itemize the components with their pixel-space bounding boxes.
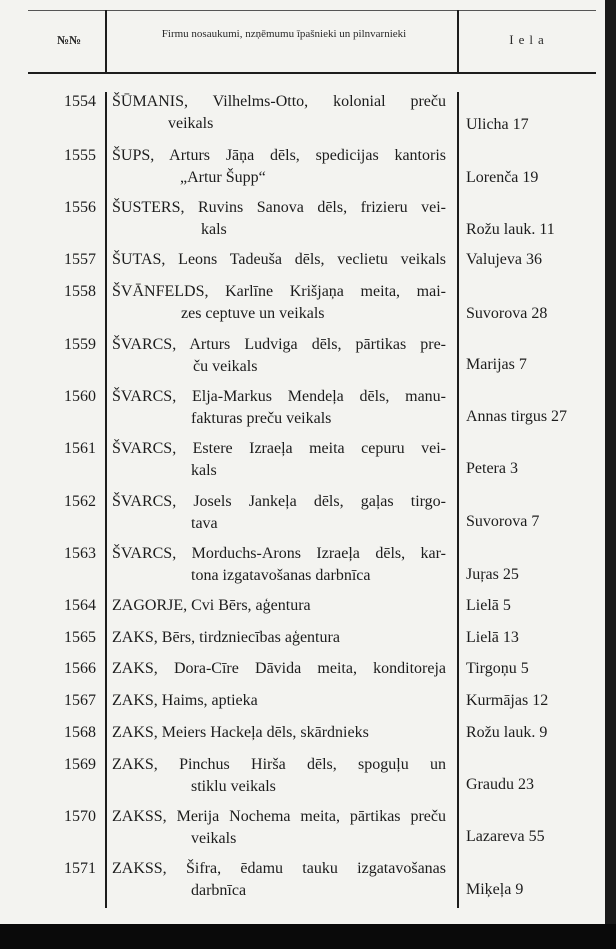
entry-firm — [112, 754, 446, 798]
scan-edge-bottom — [0, 924, 616, 949]
entry-firm — [112, 543, 446, 587]
firm-line-2: darbnīca — [191, 882, 247, 899]
entry-firm — [112, 627, 446, 649]
firm-line-1: ŠVĀNFELDS, Karlīne Krišjaņa meita, mai- — [112, 283, 446, 300]
entry-street: Suvorova 7 — [466, 513, 540, 530]
entry-number: 1561 — [64, 440, 96, 457]
entry-firm — [112, 722, 446, 744]
header-divider-right — [457, 10, 459, 72]
entry-street: Lazareva 55 — [466, 828, 545, 845]
firm-line-1: ZAKSS, Merija Nochema meita, pārtikas preču — [112, 808, 446, 825]
firm-line-2: stiklu veikals — [191, 778, 276, 795]
header-firm-column: Firmu nosaukumi, nzņēmumu īpašnieki un pilnvarnieki — [161, 28, 407, 40]
entry-street: Juŗas 25 — [466, 566, 519, 583]
entry-number: 1555 — [64, 147, 96, 164]
firm-line-2: zes ceptuve un veikals — [181, 305, 325, 322]
firm-line-2: „Artur Šupp“ — [180, 169, 266, 186]
column-divider-number — [105, 92, 107, 908]
entry-firm — [112, 438, 446, 482]
entry-firm — [112, 690, 446, 712]
scan-edge-right — [605, 0, 616, 949]
entry-firm — [112, 281, 446, 325]
entry-street: Valujeva 36 — [466, 251, 542, 268]
firm-line-2: veikals — [191, 830, 237, 847]
firm-line-1: ZAGORJE, Cvi Bērs, aģentura — [112, 597, 311, 614]
header-number-column: №№ — [56, 33, 82, 47]
entry-number: 1570 — [64, 808, 96, 825]
firm-line-2: fakturas preču veikals — [191, 410, 332, 427]
entry-number: 1571 — [64, 860, 96, 877]
entry-number: 1556 — [64, 199, 96, 216]
firm-line-2: ču veikals — [193, 358, 258, 375]
entry-street: Annas tirgus 27 — [466, 408, 568, 425]
entry-firm — [112, 145, 446, 189]
header-street-column: Iela — [509, 32, 549, 47]
entry-number: 1559 — [64, 336, 96, 353]
entry-street: Graudu 23 — [466, 776, 534, 793]
column-divider-street — [457, 92, 459, 908]
firm-line-1: ŠVARCS, Estere Izraeļa meita cepuru vei- — [112, 440, 446, 457]
entry-number: 1566 — [64, 660, 96, 677]
entry-street: Lorenča 19 — [466, 169, 539, 186]
entry-firm — [112, 858, 446, 902]
firm-line-2: tona izgatavošanas darbnīca — [191, 567, 371, 584]
firm-line-1: ZAKS, Pinchus Hirša dēls, spoguļu un — [112, 756, 446, 773]
entry-street: Marijas 7 — [466, 356, 527, 373]
firm-line-1: ŠVARCS, Arturs Ludviga dēls, pārtikas pre- — [112, 336, 446, 353]
firm-line-1: ŠUSTERS, Ruvins Sanova dēls, frizieru vei- — [112, 199, 446, 216]
entry-street: Ulicha 17 — [466, 116, 529, 133]
firm-line-2: veikals — [168, 115, 214, 132]
entry-firm — [112, 806, 446, 850]
entry-firm — [112, 491, 446, 535]
entry-firm — [112, 91, 446, 135]
entry-number: 1565 — [64, 629, 96, 646]
entry-firm — [112, 334, 446, 378]
firm-line-2: tava — [191, 515, 218, 532]
entry-number: 1567 — [64, 692, 96, 709]
entry-street: Lielā 5 — [466, 597, 511, 614]
entry-number: 1564 — [64, 597, 96, 614]
entry-firm — [112, 249, 446, 271]
header-divider-left — [105, 10, 107, 72]
entry-number: 1563 — [64, 545, 96, 562]
firm-line-1: ŠVARCS, Elja-Markus Mendeļa dēls, manu- — [112, 388, 446, 405]
entry-firm — [112, 197, 446, 241]
entry-street: Petera 3 — [466, 460, 518, 477]
firm-line-1: ZAKS, Haims, aptieka — [112, 692, 258, 709]
entry-firm — [112, 386, 446, 430]
entry-street: Rožu lauk. 9 — [466, 724, 548, 741]
entry-firm — [112, 595, 446, 617]
entry-street: Rožu lauk. 11 — [466, 221, 555, 238]
entry-firm — [112, 658, 446, 680]
firm-line-1: ŠVARCS, Morduchs-Arons Izraeļa dēls, kar- — [112, 545, 446, 562]
firm-line-2: kals — [201, 221, 227, 238]
firm-line-1: ZAKS, Bērs, tirdzniecības aģentura — [112, 629, 340, 646]
firm-line-1: ZAKS, Meiers Hackeļa dēls, skārdnieks — [112, 724, 369, 741]
header-top-rule — [28, 10, 596, 11]
entry-number: 1558 — [64, 283, 96, 300]
firm-line-1: ŠVARCS, Josels Jankeļa dēls, gaļas tirgo- — [112, 493, 446, 510]
firm-line-1: ZAKS, Dora-Cīre Dāvida meita, konditoreja — [112, 660, 446, 677]
firm-line-1: ŠUPS, Arturs Jāņa dēls, spedicijas kantoris — [112, 147, 446, 164]
entry-number: 1562 — [64, 493, 96, 510]
firm-line-1: ŠŪMANIS, Vilhelms-Otto, kolonial preču — [112, 93, 446, 110]
entry-street: Tirgoņu 5 — [466, 660, 529, 677]
entry-street: Kurmājas 12 — [466, 692, 549, 709]
entry-number: 1554 — [64, 93, 96, 110]
entry-number: 1557 — [64, 251, 96, 268]
entry-number: 1568 — [64, 724, 96, 741]
firm-line-2: kals — [191, 462, 217, 479]
header-bottom-rule — [28, 72, 596, 74]
entry-street: Lielā 13 — [466, 629, 519, 646]
firm-line-1: ŠUTAS, Leons Tadeuša dēls, veclietu veikals — [112, 251, 446, 268]
entry-street: Suvorova 28 — [466, 305, 548, 322]
entry-number: 1560 — [64, 388, 96, 405]
entry-street: Miķeļa 9 — [466, 881, 524, 898]
firm-line-1: ZAKSS, Šifra, ēdamu tauku izgatavošanas — [112, 860, 446, 877]
entry-number: 1569 — [64, 756, 96, 773]
